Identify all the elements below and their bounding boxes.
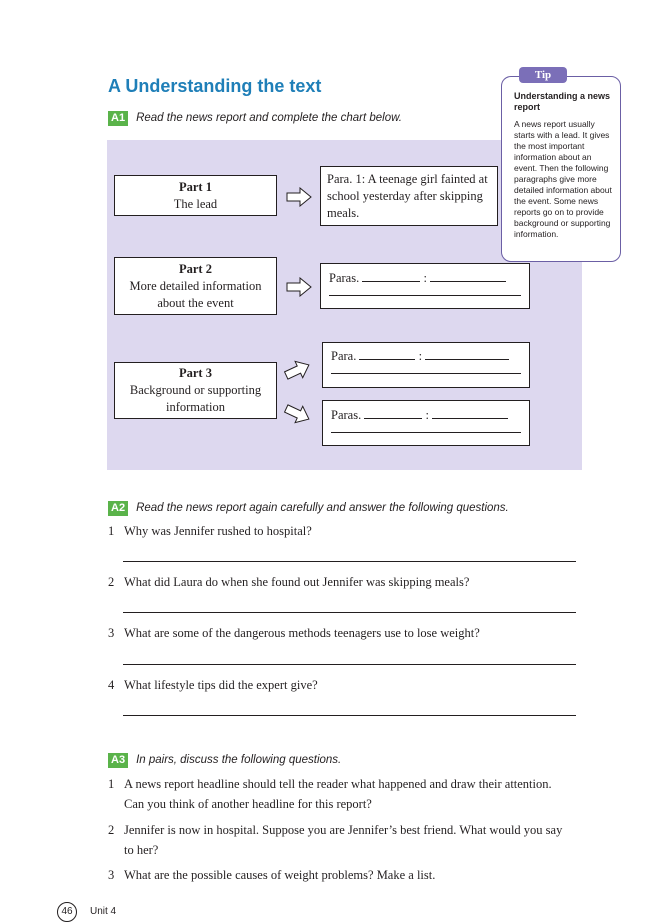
question-text: What lifestyle tips did the expert give?	[124, 678, 318, 692]
question-number: 2	[108, 575, 115, 589]
question-text: What are some of the dangerous methods teenagers use to lose weight?	[124, 626, 480, 640]
a2-question-1	[108, 523, 312, 540]
arrow-up-right-icon	[284, 358, 312, 382]
arrow-down-right-icon	[284, 402, 312, 426]
part3-box	[114, 362, 277, 419]
question-text: Jennifer is now in hospital. Suppose you are Jennifer’s best friend. What would you say to her?	[124, 823, 563, 857]
a1-tag: A1	[108, 111, 128, 126]
part3b-blank-1[interactable]	[364, 407, 422, 419]
a1-instruction-row	[108, 108, 402, 126]
question-text: A news report headline should tell the reader what happened and draw their attention. Can you think of another headline for this report?	[124, 777, 552, 811]
tip-label: Tip	[519, 67, 567, 83]
unit-label: Unit 4	[90, 906, 117, 917]
part2-title: Part 2	[179, 261, 212, 276]
part2-blank-2[interactable]	[430, 270, 506, 282]
page-number: 46	[57, 902, 77, 922]
a2-instruction: Read the news report again carefully and answer the following questions.	[136, 502, 509, 514]
question-text: What are the possible causes of weight problems? Make a list.	[124, 868, 436, 882]
part3b-colon: :	[425, 408, 429, 422]
a2-instruction-row	[108, 498, 509, 516]
question-number: 3	[108, 626, 115, 640]
part2-desc: More detailed information about the event	[129, 278, 262, 310]
question-number: 1	[108, 777, 115, 791]
a3-question-1	[108, 774, 568, 814]
part1-desc: The lead	[173, 196, 218, 211]
tip-title: Understanding a news report	[514, 91, 611, 112]
part3-para-label-a: Para.	[331, 349, 357, 363]
part3-title: Part 3	[179, 366, 212, 380]
part3-para-box-a[interactable]	[322, 342, 530, 388]
part3-para-label-b: Paras.	[331, 408, 362, 422]
answer-line-4[interactable]	[123, 715, 576, 716]
part3b-blank-2[interactable]	[432, 407, 508, 419]
a2-question-4	[108, 677, 318, 694]
a3-instruction-row	[108, 750, 341, 768]
part3-para-box-b[interactable]	[322, 400, 530, 446]
part3b-blank-line[interactable]	[331, 432, 521, 433]
part2-colon: :	[423, 271, 427, 285]
part3-desc: Background or supporting information	[129, 383, 262, 414]
section-heading: A Understanding the text	[108, 76, 322, 96]
part1-box	[114, 175, 277, 216]
part1-title: Part 1	[179, 179, 212, 194]
answer-line-2[interactable]	[123, 612, 576, 613]
part3a-blank-1[interactable]	[359, 348, 415, 360]
a3-question-3	[108, 865, 568, 885]
part2-para-box[interactable]	[320, 263, 530, 309]
a2-question-2	[108, 574, 469, 591]
part2-para-label: Paras.	[329, 271, 360, 285]
part3a-blank-line[interactable]	[331, 373, 521, 374]
part3a-colon: :	[418, 349, 423, 363]
arrow-right-icon	[286, 187, 312, 207]
question-number: 2	[108, 823, 115, 837]
tip-body: A news report usually starts with a lead. It gives the most important information about an event. Then the following paragraphs give more detailed information about the event. Some news reports go on to provide background or supporting information.	[514, 119, 612, 239]
part2-blank-1[interactable]	[362, 270, 420, 282]
a2-tag: A2	[108, 501, 128, 516]
part2-box	[114, 257, 277, 315]
question-text: Why was Jennifer rushed to hospital?	[124, 524, 312, 538]
question-number: 3	[108, 868, 115, 882]
part2-blank-line[interactable]	[329, 295, 521, 296]
part3a-blank-2[interactable]	[425, 348, 509, 360]
part1-para-box[interactable]	[320, 166, 498, 226]
tip-box	[501, 76, 621, 262]
question-number: 4	[108, 678, 115, 692]
part1-para-text: Para. 1: A teenage girl fainted at school yesterday after skipping meals.	[327, 172, 488, 220]
a3-tag: A3	[108, 753, 128, 768]
a1-instruction: Read the news report and complete the chart below.	[136, 112, 402, 124]
a2-question-3	[108, 625, 480, 642]
a3-instruction: In pairs, discuss the following questions.	[136, 754, 342, 766]
a3-question-2	[108, 820, 568, 860]
arrow-right-icon	[286, 277, 312, 297]
question-text: What did Laura do when she found out Jennifer was skipping meals?	[124, 575, 470, 589]
answer-line-1[interactable]	[123, 561, 576, 562]
answer-line-3[interactable]	[123, 664, 576, 665]
question-number: 1	[108, 524, 115, 538]
